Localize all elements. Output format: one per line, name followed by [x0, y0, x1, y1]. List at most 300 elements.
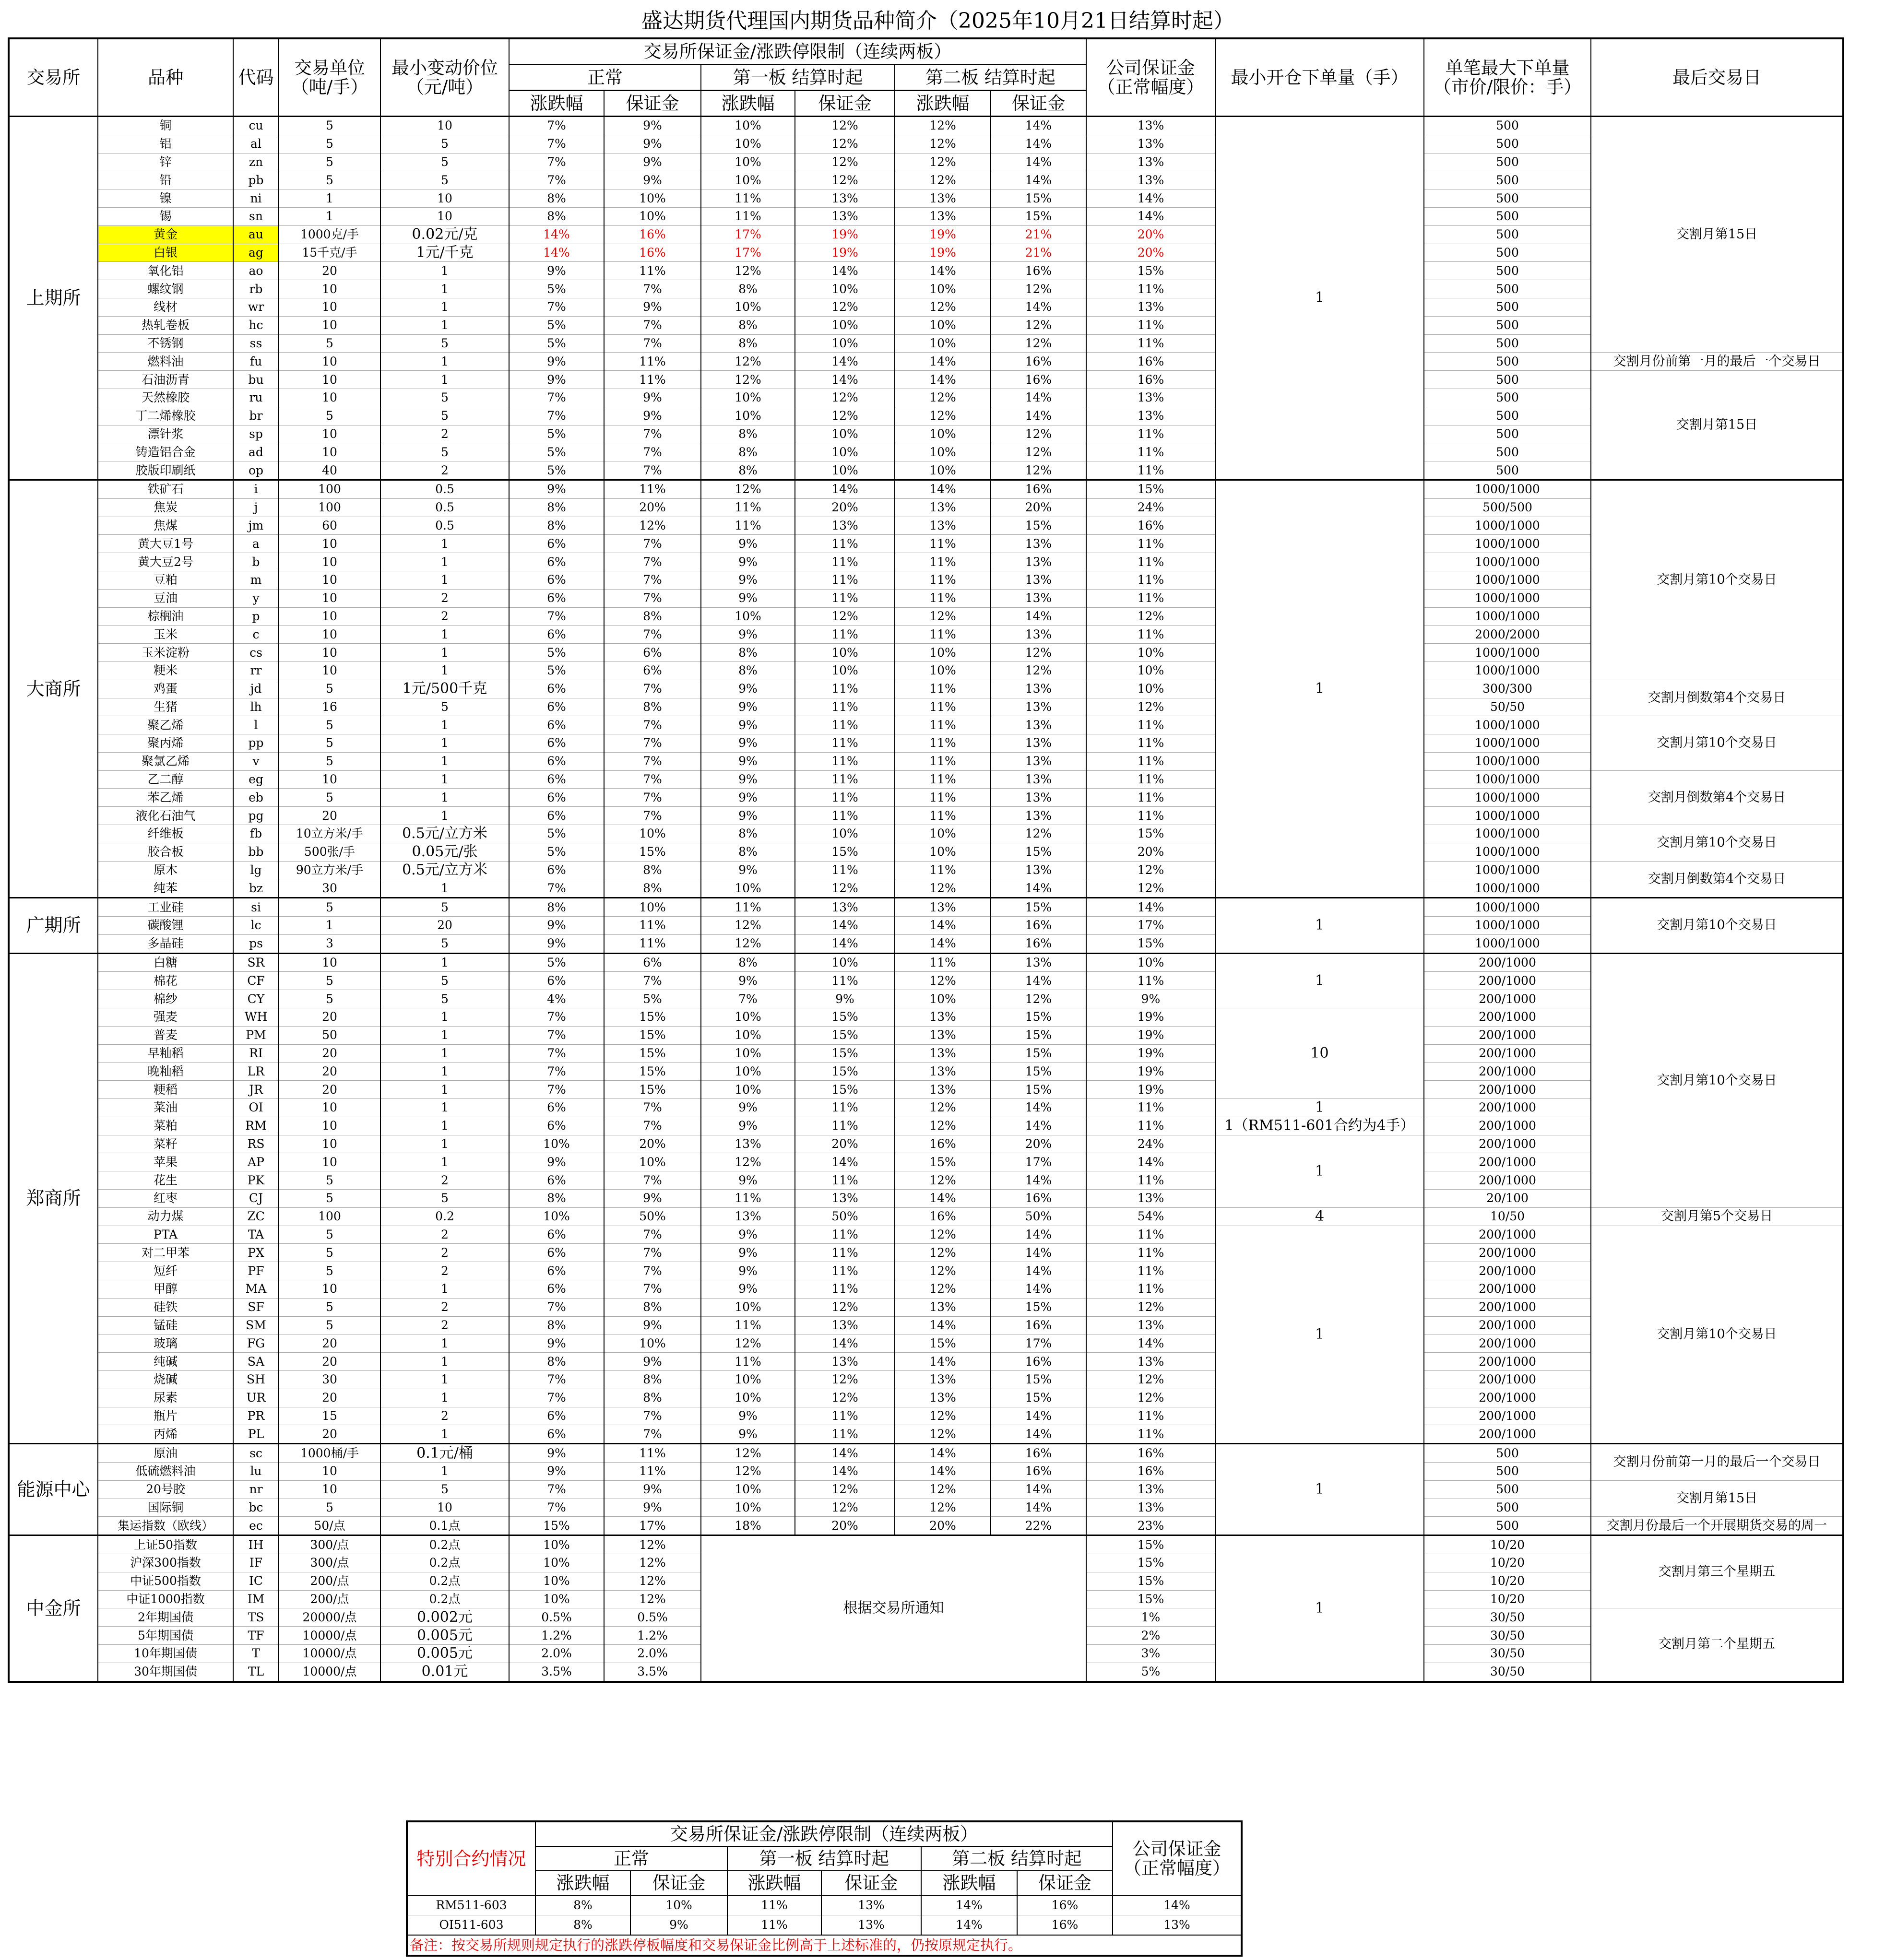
company-margin-cell: 20% [1086, 843, 1215, 861]
header-exchange: 交易所 [9, 38, 98, 117]
unit-cell: 5 [279, 1499, 380, 1517]
normal-margin-cell: 11% [604, 934, 701, 953]
variety-cell: 菜粕 [98, 1117, 233, 1135]
max-order-cell: 200/1000 [1424, 1171, 1591, 1190]
normal-margin-cell: 11% [604, 480, 701, 498]
table-row [9, 917, 1843, 935]
table-row [9, 353, 1843, 371]
normal-limit-cell: 8% [509, 189, 604, 208]
board2-margin-cell: 13% [991, 553, 1086, 571]
unit-cell: 15千克/手 [279, 244, 380, 262]
unit-cell: 10 [279, 1280, 380, 1299]
board2-limit-cell: 13% [895, 1008, 991, 1027]
table-row [9, 861, 1843, 879]
last-trading-day-cell: 交割月第10个交易日 [1591, 716, 1843, 770]
normal-margin-cell: 9% [604, 407, 701, 425]
normal-margin-cell: 7% [604, 334, 701, 353]
table-row [9, 972, 1843, 990]
max-order-cell: 500 [1424, 389, 1591, 407]
table-row [9, 171, 1843, 189]
board1-limit-cell: 12% [701, 934, 795, 953]
tick-cell: 5 [380, 171, 509, 189]
normal-margin-cell: 11% [604, 917, 701, 935]
max-order-cell: 200/1000 [1424, 1262, 1591, 1280]
normal-margin-cell: 16% [604, 244, 701, 262]
board2-margin-cell: 20% [991, 498, 1086, 517]
tick-cell: 5 [380, 135, 509, 153]
last-trading-day-cell: 交割月第10个交易日 [1591, 1226, 1843, 1444]
company-margin-cell: 13% [1086, 389, 1215, 407]
tick-cell: 0.2点 [380, 1535, 509, 1554]
normal-margin-cell: 7% [604, 1407, 701, 1425]
special-note: 备注：按交易所规则规定执行的涨跌停板幅度和交易保证金比例高于上述标准的，仍按原规定执行。 [407, 1935, 1242, 1956]
normal-limit-cell: 7% [509, 135, 604, 153]
table-row [9, 770, 1843, 789]
table-row [9, 225, 1843, 244]
normal-limit-cell: 7% [509, 1081, 604, 1099]
table-row [9, 334, 1843, 353]
code-cell: ZC [233, 1207, 279, 1226]
max-order-cell: 1000/1000 [1424, 553, 1591, 571]
max-order-cell: 500 [1424, 461, 1591, 480]
board1-margin-cell: 11% [795, 589, 895, 607]
tick-cell: 1 [380, 1044, 509, 1063]
tick-cell: 5 [380, 934, 509, 953]
max-order-cell: 1000/1000 [1424, 843, 1591, 861]
board2-limit-cell: 12% [895, 153, 991, 171]
normal-limit-cell: 6% [509, 1244, 604, 1262]
unit-cell: 40 [279, 461, 380, 480]
tick-cell: 2 [380, 1262, 509, 1280]
variety-cell: 红枣 [98, 1190, 233, 1208]
variety-cell: 丙烯 [98, 1425, 233, 1444]
normal-limit-cell: 9% [509, 1462, 604, 1480]
exchange-cell: 能源中心 [9, 1444, 98, 1535]
unit-cell: 10 [279, 770, 380, 789]
table-row [9, 189, 1843, 208]
normal-margin-cell: 8% [604, 879, 701, 898]
board1-limit-cell: 9% [701, 734, 795, 753]
table-row [9, 1298, 1843, 1316]
board2-margin-cell: 21% [991, 225, 1086, 244]
normal-margin-cell: 2.0% [604, 1644, 701, 1663]
normal-margin-cell: 0.5% [604, 1608, 701, 1627]
tick-cell: 0.1点 [380, 1517, 509, 1535]
company-margin-cell: 12% [1086, 879, 1215, 898]
table-row [9, 1370, 1843, 1389]
normal-margin-cell: 10% [604, 898, 701, 917]
board2-limit-cell: 15% [895, 1334, 991, 1353]
board2-margin-cell: 12% [991, 425, 1086, 443]
board1-margin-cell: 20% [795, 1135, 895, 1153]
company-margin-cell: 17% [1086, 917, 1215, 935]
board1-margin-cell: 14% [795, 353, 895, 371]
board2-margin-cell: 13% [991, 698, 1086, 716]
max-order-cell: 200/1000 [1424, 1135, 1591, 1153]
board2-limit-cell: 12% [895, 1226, 991, 1244]
normal-limit-cell: 10% [509, 1135, 604, 1153]
company-margin-cell: 11% [1086, 1171, 1215, 1190]
board1-limit-cell: 8% [701, 644, 795, 662]
variety-cell: 玻璃 [98, 1334, 233, 1353]
board1-margin-cell: 10% [795, 953, 895, 972]
table-row [9, 117, 1843, 135]
normal-margin-cell: 8% [604, 861, 701, 879]
unit-cell: 1 [279, 917, 380, 935]
normal-margin-cell: 11% [604, 262, 701, 280]
normal-limit-cell: 6% [509, 1425, 604, 1444]
variety-cell: 鸡蛋 [98, 680, 233, 698]
min-open-cell: 10 [1215, 1008, 1424, 1099]
normal-margin-cell: 15% [604, 1081, 701, 1099]
board2-margin-cell: 14% [991, 117, 1086, 135]
unit-cell: 10 [279, 1117, 380, 1135]
board1-margin-cell: 14% [795, 1153, 895, 1171]
board1-margin-cell: 14% [795, 1334, 895, 1353]
max-order-cell: 1000/1000 [1424, 716, 1591, 734]
special-normal-margin-cell: 10% [630, 1895, 727, 1915]
normal-margin-cell: 11% [604, 1444, 701, 1463]
normal-margin-cell: 7% [604, 716, 701, 734]
max-order-cell: 30/50 [1424, 1608, 1591, 1627]
board1-limit-cell: 12% [701, 1444, 795, 1463]
variety-cell: 黄金 [98, 225, 233, 244]
board1-margin-cell: 15% [795, 1081, 895, 1099]
normal-limit-cell: 10% [509, 1535, 604, 1554]
board1-margin-cell: 11% [795, 752, 895, 770]
normal-margin-cell: 7% [604, 535, 701, 553]
special-contract-table [406, 1820, 1243, 1957]
variety-cell: 菜籽 [98, 1135, 233, 1153]
code-cell: zn [233, 153, 279, 171]
unit-cell: 15 [279, 1407, 380, 1425]
company-margin-cell: 16% [1086, 371, 1215, 389]
unit-cell: 5 [279, 1171, 380, 1190]
normal-margin-cell: 8% [604, 607, 701, 626]
company-margin-cell: 9% [1086, 990, 1215, 1008]
company-margin-cell: 19% [1086, 1026, 1215, 1044]
max-order-cell: 200/1000 [1424, 1008, 1591, 1027]
company-margin-cell: 13% [1086, 153, 1215, 171]
table-row [9, 153, 1843, 171]
tick-cell: 5 [380, 1480, 509, 1499]
company-margin-cell: 11% [1086, 1425, 1215, 1444]
table-row [9, 934, 1843, 953]
normal-limit-cell: 7% [509, 1026, 604, 1044]
board2-margin-cell: 15% [991, 1008, 1086, 1027]
board2-margin-cell: 13% [991, 789, 1086, 807]
code-cell: PR [233, 1407, 279, 1425]
normal-margin-cell: 11% [604, 353, 701, 371]
board2-margin-cell: 15% [991, 1298, 1086, 1316]
unit-cell: 5 [279, 716, 380, 734]
unit-cell: 20000/点 [279, 1608, 380, 1627]
board2-limit-cell: 12% [895, 389, 991, 407]
normal-limit-cell: 7% [509, 1298, 604, 1316]
min-open-cell: 1 [1215, 117, 1424, 480]
board2-margin-cell: 16% [991, 1190, 1086, 1208]
normal-limit-cell: 8% [509, 898, 604, 917]
unit-cell: 1 [279, 189, 380, 208]
code-cell: au [233, 225, 279, 244]
unit-cell: 30 [279, 879, 380, 898]
tick-cell: 5 [380, 389, 509, 407]
variety-cell: 聚氯乙烯 [98, 752, 233, 770]
tick-cell: 2 [380, 1244, 509, 1262]
company-margin-cell: 15% [1086, 825, 1215, 843]
unit-cell: 5 [279, 972, 380, 990]
code-cell: v [233, 752, 279, 770]
board2-limit-cell: 10% [895, 825, 991, 843]
board2-margin-cell: 13% [991, 626, 1086, 644]
tick-cell: 1 [380, 716, 509, 734]
tick-cell: 1 [380, 770, 509, 789]
board1-margin-cell: 12% [795, 389, 895, 407]
board1-limit-cell: 11% [701, 189, 795, 208]
board1-limit-cell: 9% [701, 1226, 795, 1244]
company-margin-cell: 11% [1086, 1099, 1215, 1117]
max-order-cell: 500 [1424, 117, 1591, 135]
unit-cell: 90立方米/手 [279, 861, 380, 879]
board2-margin-cell: 22% [991, 1517, 1086, 1535]
board1-margin-cell: 11% [795, 1117, 895, 1135]
normal-limit-cell: 6% [509, 1262, 604, 1280]
board1-margin-cell: 15% [795, 843, 895, 861]
board2-margin-cell: 14% [991, 1499, 1086, 1517]
tick-cell: 0.1元/桶 [380, 1444, 509, 1463]
board2-margin-cell: 12% [991, 825, 1086, 843]
tick-cell: 1 [380, 535, 509, 553]
special-company-margin-cell: 14% [1113, 1895, 1242, 1915]
board1-margin-cell: 14% [795, 262, 895, 280]
tick-cell: 1 [380, 626, 509, 644]
cffex-notice: 根据交易所通知 [701, 1535, 1086, 1682]
company-margin-cell: 11% [1086, 1262, 1215, 1280]
normal-margin-cell: 7% [604, 1171, 701, 1190]
unit-cell: 20 [279, 1389, 380, 1407]
company-margin-cell: 12% [1086, 1298, 1215, 1316]
company-margin-cell: 11% [1086, 1226, 1215, 1244]
board2-limit-cell: 11% [895, 734, 991, 753]
code-cell: SA [233, 1353, 279, 1371]
normal-limit-cell: 9% [509, 371, 604, 389]
code-cell: TF [233, 1627, 279, 1645]
header-board1: 第一板 结算时起 [701, 65, 895, 91]
company-margin-cell: 11% [1086, 334, 1215, 353]
board2-limit-cell: 11% [895, 953, 991, 972]
tick-cell: 0.5 [380, 480, 509, 498]
board2-limit-cell: 11% [895, 571, 991, 589]
company-margin-cell: 15% [1086, 1535, 1215, 1554]
normal-limit-cell: 6% [509, 626, 604, 644]
code-cell: UR [233, 1389, 279, 1407]
min-open-cell: 4 [1215, 1207, 1424, 1226]
unit-cell: 10 [279, 661, 380, 680]
table-row [9, 280, 1843, 298]
header-normal: 正常 [509, 65, 701, 91]
normal-margin-cell: 15% [604, 1044, 701, 1063]
code-cell: a [233, 535, 279, 553]
board2-margin-cell: 13% [991, 807, 1086, 825]
board1-limit-cell: 11% [701, 1353, 795, 1371]
special-board2-limit: 涨跌幅 [921, 1871, 1017, 1895]
normal-limit-cell: 6% [509, 1226, 604, 1244]
unit-cell: 5 [279, 171, 380, 189]
code-cell: cu [233, 117, 279, 135]
code-cell: PX [233, 1244, 279, 1262]
board1-limit-cell: 9% [701, 807, 795, 825]
tick-cell: 1 [380, 1099, 509, 1117]
tick-cell: 1 [380, 789, 509, 807]
table-row [9, 1407, 1843, 1425]
table-row [9, 553, 1843, 571]
max-order-cell: 200/1000 [1424, 1389, 1591, 1407]
tick-cell: 1 [380, 1026, 509, 1044]
special-board2-margin: 保证金 [1017, 1871, 1113, 1895]
board2-margin-cell: 14% [991, 1425, 1086, 1444]
unit-cell: 100 [279, 1207, 380, 1226]
table-row [9, 298, 1843, 316]
max-order-cell: 500 [1424, 135, 1591, 153]
company-margin-cell: 10% [1086, 661, 1215, 680]
tick-cell: 0.01元 [380, 1663, 509, 1681]
normal-margin-cell: 10% [604, 1334, 701, 1353]
company-margin-cell: 12% [1086, 861, 1215, 879]
board1-limit-cell: 10% [701, 1370, 795, 1389]
board2-limit-cell: 11% [895, 680, 991, 698]
max-order-cell: 1000/1000 [1424, 879, 1591, 898]
board1-margin-cell: 11% [795, 626, 895, 644]
board1-margin-cell: 15% [795, 1008, 895, 1027]
normal-limit-cell: 5% [509, 443, 604, 461]
max-order-cell: 500 [1424, 244, 1591, 262]
board2-margin-cell: 13% [991, 535, 1086, 553]
special-board2-limit-cell: 14% [921, 1895, 1017, 1915]
unit-cell: 3 [279, 934, 380, 953]
board1-limit-cell: 9% [701, 770, 795, 789]
unit-cell: 10 [279, 1153, 380, 1171]
board1-limit-cell: 10% [701, 1008, 795, 1027]
code-cell: lg [233, 861, 279, 879]
code-cell: j [233, 498, 279, 517]
board2-margin-cell: 14% [991, 1280, 1086, 1299]
board2-margin-cell: 14% [991, 1226, 1086, 1244]
min-open-cell: 1 [1215, 1444, 1424, 1535]
tick-cell: 10 [380, 207, 509, 225]
code-cell: bu [233, 371, 279, 389]
board1-margin-cell: 20% [795, 498, 895, 517]
normal-margin-cell: 9% [604, 1353, 701, 1371]
tick-cell: 2 [380, 461, 509, 480]
variety-cell: 铝 [98, 135, 233, 153]
unit-cell: 10 [279, 589, 380, 607]
max-order-cell: 500 [1424, 189, 1591, 208]
normal-margin-cell: 9% [604, 171, 701, 189]
tick-cell: 1 [380, 644, 509, 662]
board1-margin-cell: 13% [795, 1353, 895, 1371]
board1-margin-cell: 12% [795, 407, 895, 425]
board1-limit-cell: 8% [701, 280, 795, 298]
variety-cell: 早籼稻 [98, 1044, 233, 1063]
table-row [9, 680, 1843, 698]
normal-margin-cell: 15% [604, 1008, 701, 1027]
max-order-cell: 200/1000 [1424, 1081, 1591, 1099]
variety-cell: 铸造铝合金 [98, 443, 233, 461]
variety-cell: 铁矿石 [98, 480, 233, 498]
unit-cell: 10 [279, 607, 380, 626]
board2-margin-cell: 14% [991, 1407, 1086, 1425]
normal-limit-cell: 8% [509, 498, 604, 517]
board2-margin-cell: 15% [991, 207, 1086, 225]
company-margin-cell: 15% [1086, 1590, 1215, 1608]
board1-margin-cell: 11% [795, 1262, 895, 1280]
header-normal-limit: 涨跌幅 [509, 91, 604, 117]
board1-limit-cell: 13% [701, 1207, 795, 1226]
company-margin-cell: 13% [1086, 135, 1215, 153]
board2-limit-cell: 10% [895, 661, 991, 680]
code-cell: lu [233, 1462, 279, 1480]
board2-margin-cell: 15% [991, 1081, 1086, 1099]
unit-cell: 20 [279, 1334, 380, 1353]
code-cell: y [233, 589, 279, 607]
board2-margin-cell: 16% [991, 1444, 1086, 1463]
board2-margin-cell: 12% [991, 461, 1086, 480]
code-cell: ao [233, 262, 279, 280]
board1-margin-cell: 10% [795, 661, 895, 680]
normal-limit-cell: 7% [509, 1480, 604, 1499]
table-row [9, 461, 1843, 480]
unit-cell: 10 [279, 953, 380, 972]
variety-cell: 镍 [98, 189, 233, 208]
normal-margin-cell: 11% [604, 1462, 701, 1480]
board2-margin-cell: 14% [991, 171, 1086, 189]
normal-limit-cell: 5% [509, 461, 604, 480]
normal-margin-cell: 7% [604, 807, 701, 825]
tick-cell: 5 [380, 972, 509, 990]
board1-margin-cell: 10% [795, 825, 895, 843]
board2-margin-cell: 20% [991, 1135, 1086, 1153]
board2-limit-cell: 11% [895, 535, 991, 553]
normal-margin-cell: 9% [604, 135, 701, 153]
unit-cell: 10 [279, 1099, 380, 1117]
normal-limit-cell: 14% [509, 244, 604, 262]
unit-cell: 1000桶/手 [279, 1444, 380, 1463]
board1-margin-cell: 11% [795, 770, 895, 789]
normal-margin-cell: 1.2% [604, 1627, 701, 1645]
max-order-cell: 200/1000 [1424, 972, 1591, 990]
board1-margin-cell: 10% [795, 443, 895, 461]
board1-limit-cell: 7% [701, 990, 795, 1008]
last-trading-day-cell: 交割月倒数第4个交易日 [1591, 770, 1843, 825]
board1-limit-cell: 9% [701, 789, 795, 807]
normal-limit-cell: 6% [509, 571, 604, 589]
special-normal-limit: 涨跌幅 [535, 1871, 630, 1895]
board2-limit-cell: 13% [895, 1044, 991, 1063]
normal-limit-cell: 7% [509, 1389, 604, 1407]
unit-cell: 16 [279, 698, 380, 716]
normal-margin-cell: 9% [604, 1316, 701, 1334]
unit-cell: 50/点 [279, 1517, 380, 1535]
tick-cell: 1 [380, 353, 509, 371]
header-board2-limit: 涨跌幅 [895, 91, 991, 117]
board2-margin-cell: 16% [991, 1353, 1086, 1371]
normal-limit-cell: 6% [509, 861, 604, 879]
variety-cell: 动力煤 [98, 1207, 233, 1226]
company-margin-cell: 12% [1086, 1389, 1215, 1407]
page-title: 盛达期货代理国内期货品种简介（2025年10月21日结算时起） [641, 9, 1234, 33]
board2-limit-cell: 11% [895, 626, 991, 644]
board1-margin-cell: 12% [795, 298, 895, 316]
